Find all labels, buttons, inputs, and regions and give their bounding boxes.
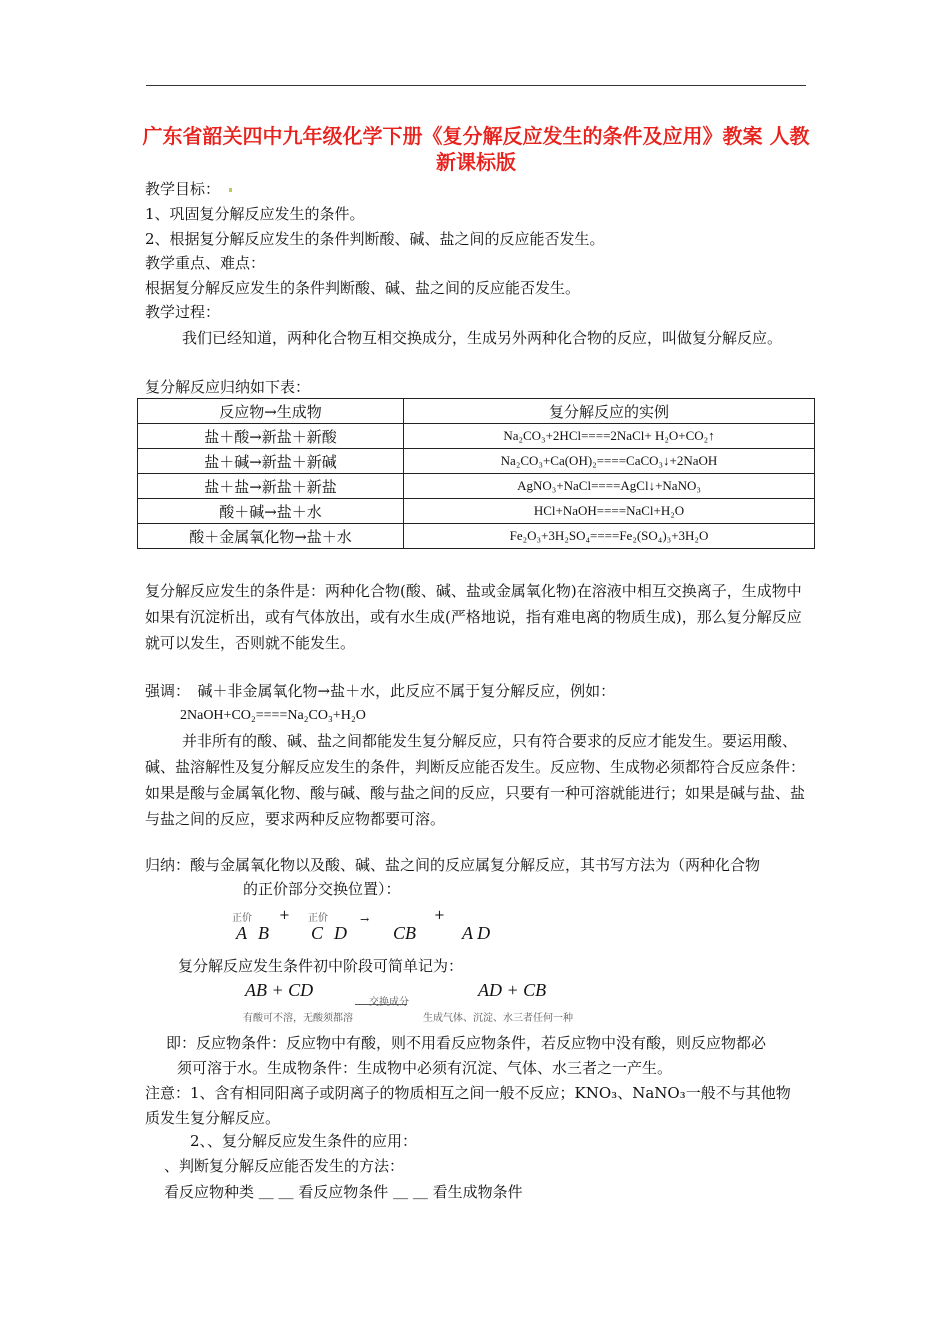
symbol-d: D xyxy=(334,923,347,943)
process-heading: 教学过程： xyxy=(145,303,221,321)
reaction-type-cell: 盐＋酸→新盐＋新酸 xyxy=(138,424,404,449)
reaction-example-cell: Na₂CO₃+2HCl====2NaCl+ H₂O+CO₂↑ xyxy=(404,424,815,449)
positive-valence-label: 正价 xyxy=(232,913,252,924)
arrow-icon: → xyxy=(360,913,370,926)
note-line-2: 质发生复分解反应。 xyxy=(145,1109,281,1127)
exchange-arrow-icon xyxy=(355,1004,407,1005)
key-points-text: 根据复分解反应发生的条件判断酸、碱、盐之间的反应能否发生。 xyxy=(145,279,581,297)
explain-line-2: 须可溶于水。生成物条件：生成物中必须有沉淀、气体、水三者之一产生。 xyxy=(177,1059,673,1077)
emphasis-paragraph: 并非所有的酸、碱、盐之间都能发生复分解反应，只有符合要求的反应才能发生。要运用酸、碱、盐溶解性及复分解反应发生的条件，判断反应能否发生。反应物、生成物必须都符合反应条件：如果是酸与金属氧化物、酸与碱、酸与盐之间的反应，只要有一种可溶就能进行；如果是碱与盐、盐与盐之间的反应，要求两种反应物都要可溶。 xyxy=(145,732,806,828)
explain-line-1: 即：反应物条件：反应物中有酸，则不用看反应物条件，若反应物中没有酸，则反应物都必 xyxy=(166,1034,767,1052)
reaction-example-cell: HCl+NaOH====NaCl+H₂O xyxy=(404,499,815,524)
document-title: 广东省韶关四中九年级化学下册《复分解反应发生的条件及应用》教案 人教新课标版 xyxy=(142,124,810,174)
table-row xyxy=(138,474,815,499)
emphasis-equation: 2NaOH+CO₂====Na₂CO₃+H₂O xyxy=(180,708,366,723)
application-steps: 看反应物种类 ＿ ＿ 看反应物条件 ＿ ＿ 看生成物条件 xyxy=(164,1183,523,1201)
reaction-type-cell: 盐＋碱→新盐＋新碱 xyxy=(138,449,404,474)
summary-line-2: 的正价部分交换位置）： xyxy=(243,880,401,898)
reaction-example-cell: Na₂CO₃+Ca(OH)₂====CaCO₃↓+2NaOH xyxy=(404,449,815,474)
top-rule xyxy=(146,85,806,86)
products-ad-cb: AD + CB xyxy=(478,980,547,1000)
reaction-type-cell: 酸＋碱→盐＋水 xyxy=(138,499,404,524)
product-condition: 生成气体、沉淀、水三者任何一种 xyxy=(423,1013,573,1024)
product-ad: A D xyxy=(462,923,491,943)
objectives-heading: 教学目标： xyxy=(145,180,221,198)
product-cb: CB xyxy=(393,923,417,943)
objective-2: 2、根据复分解反应发生的条件判断酸、碱、盐之间的反应能否发生。 xyxy=(145,230,605,248)
note-line-1: 注意：1、含有相同阳离子或阴离子的物质相互之间一般不反应；KNO₃、NaNO₃一般不与其他物 xyxy=(145,1084,791,1102)
exchange-arrow-label: 交换成分 xyxy=(369,997,409,1008)
table-caption: 复分解反应归纳如下表： xyxy=(145,378,311,396)
conditions-paragraph: 复分解反应发生的条件是：两种化合物(酸、碱、盐或金属氧化物)在溶液中相互交换离子，生成物中如果有沉淀析出，或有气体放出，或有水生成(严格地说，指有难电离的物质生成)，那么复分解反应就可以发生，否则就不能发生。 xyxy=(145,582,802,652)
table-row xyxy=(138,524,815,549)
simple-line: 复分解反应发生条件初中阶段可简单记为： xyxy=(178,957,464,975)
reactants-ab-cd: AB + CD xyxy=(245,980,314,1000)
plus-sign: + xyxy=(434,908,445,923)
symbol-c: C xyxy=(311,923,324,943)
reaction-example-cell: Fe₂O₃+3H₂SO₄====Fe₂(SO₄)₃+3H₂O xyxy=(404,524,815,549)
reactant-condition: 有酸可不溶，无酸须都溶 xyxy=(243,1013,353,1024)
application-heading: 2、、复分解反应发生条件的应用： xyxy=(190,1132,418,1150)
plus-sign: + xyxy=(279,908,290,923)
decorative-dot xyxy=(229,188,232,192)
reaction-type-cell: 酸＋金属氧化物→盐＋水 xyxy=(138,524,404,549)
reaction-example-cell: AgNO₃+NaCl====AgCl↓+NaNO₃ xyxy=(404,474,815,499)
positive-valence-label: 正价 xyxy=(308,913,328,924)
table-row xyxy=(138,424,815,449)
key-points-heading: 教学重点、难点： xyxy=(145,254,266,272)
symbol-a: A xyxy=(236,923,247,943)
emphasis-line: 强调： 碱＋非金属氧化物→盐＋水，此反应不属于复分解反应，例如： xyxy=(145,682,616,700)
reaction-table xyxy=(137,398,815,549)
symbol-b: B xyxy=(258,923,269,943)
application-method: 、判断复分解反应能否发生的方法： xyxy=(164,1157,405,1175)
process-intro: 我们已经知道，两种化合物互相交换成分，生成另外两种化合物的反应，叫做复分解反应。 xyxy=(182,329,783,347)
table-header-cell: 反应物→生成物 xyxy=(138,399,404,424)
table-header-cell: 复分解反应的实例 xyxy=(404,399,815,424)
summary-line-1: 归纳：酸与金属氧化物以及酸、碱、盐之间的反应属复分解反应，其书写方法为（两种化合物 xyxy=(145,856,761,874)
table-row xyxy=(138,499,815,524)
table-header-row xyxy=(138,399,815,424)
objective-1: 1、巩固复分解反应发生的条件。 xyxy=(145,205,365,223)
table-row xyxy=(138,449,815,474)
reaction-type-cell: 盐＋盐→新盐＋新盐 xyxy=(138,474,404,499)
